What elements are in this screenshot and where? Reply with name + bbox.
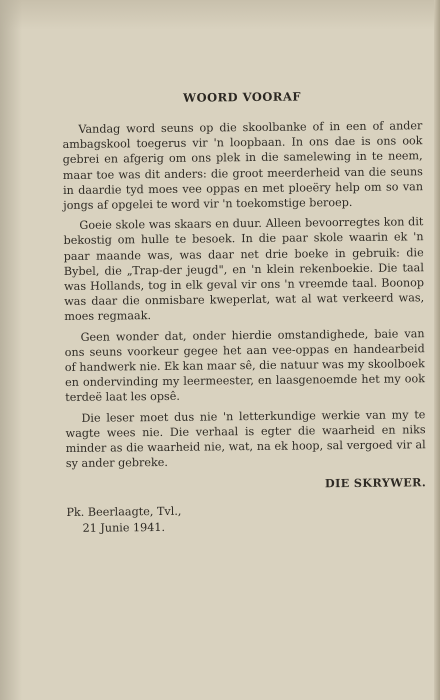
author-signature: DIE SKRYWER. — [324, 475, 427, 491]
place-date-block — [66, 502, 426, 536]
book-page — [62, 88, 427, 536]
page-title: WOORD VOORAF — [183, 89, 302, 105]
paragraph-3: Geen wonder dat, onder hierdie omstandighede, baie van ons seuns voorkeur gegee het aan vee-oppas en handearbeid of handwerk nie. Ek kan maar sê, die natuur was my skoolboek en ondervinding my leermeester, en laasgenoemde het my ook terdeë laat les opsê. — [64, 326, 426, 405]
place-line: Pk. Beerlaagte, Tvl., — [66, 505, 182, 520]
paragraph-1: Vandag word seuns op die skoolbanke of in een of ander ambagskool toegerus vir 'n loopbaan. In ons dae is ons ook gebrei en afgerig om ons plek in die samelewing in te neem, maar toe was dit anders: die groot meerderheid van die seuns in daardie tyd moes vee oppas en met ploeëry help om so van jongs af opgelei te word vir 'n toekomstige beroep. — [62, 119, 424, 213]
paragraph-2: Goeie skole was skaars en duur. Alleen bevoorregtes kon dit bekostig om hulle te besoek. In die paar skole waarin ek 'n paar maande was, was daar net drie boeke in gebruik: die Bybel, die „Trap-der jeugd", en 'n klein rekenboekie. Die taal was Hollands, tog in elk geval vir ons 'n vreemde taal. Boonop was daar die onmisbare kweperlat, wat al wat verkeerd was, moes regmaak. — [63, 215, 425, 324]
book-page-edge — [434, 0, 440, 700]
date-line: 21 Junie 1941. — [82, 520, 166, 535]
page-binding-shadow — [0, 0, 22, 700]
page-top-shadow — [0, 0, 440, 30]
paragraph-4: Die leser moet dus nie 'n letterkundige werkie van my te wagte wees nie. Die verhaal is egter die waarheid en niks minder as die waarheid nie, wat, na ek hoop, sal vergoed vir al sy ander gebreke. — [65, 407, 426, 471]
